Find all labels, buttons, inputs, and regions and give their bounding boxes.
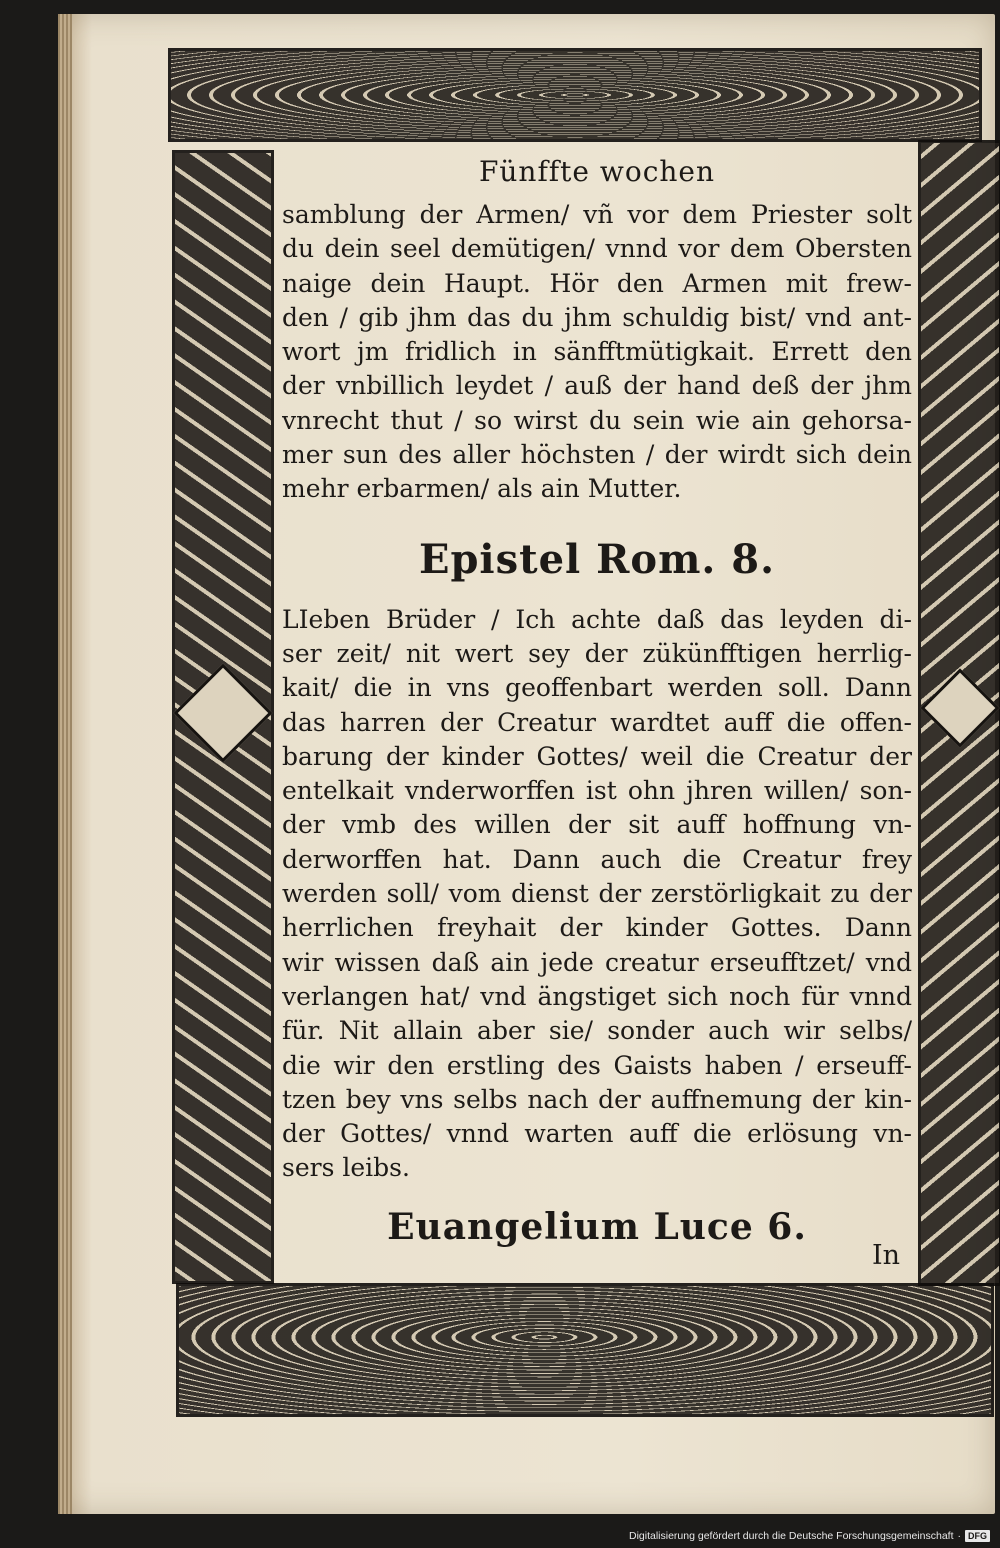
digitization-credit [629,1530,990,1542]
epistle-heading: Epistel Rom. 8. [418,535,776,583]
woodcut-border-bottom [176,1283,994,1417]
gospel-heading: Euangelium Luce 6. [387,1205,807,1248]
text-line: du dein seel demütigen/ vnnd vor dem Obersten [282,234,912,264]
credit-separator: · [957,1530,961,1542]
text-line: der vmb des willen der sit auff hoffnung vn- [282,810,912,840]
text-line: herrlichen freyhait der kinder Gottes. Dann [282,913,912,943]
text-line: wir wissen daß ain jede creatur erseufftzet/ vnd [282,947,912,977]
text-line: LIeben Brüder / Ich achte daß das leyden di- [282,604,912,634]
epistle-paragraph [282,603,912,1186]
text-line: mehr erbarmen/ als ain Mutter. [282,474,682,504]
text-line: vnrecht thut / so wirst du sein wie ain gehorsa- [282,405,912,435]
text-block [282,152,912,1262]
text-line: sers leibs. [282,1153,410,1183]
text-line: ser zeit/ nit wert sey der zükünfftigen herrlig- [282,638,912,668]
text-line: werden soll/ vom dienst der zerstörligkait zu der [282,879,912,909]
woodcut-border-top [168,48,982,142]
text-line: tzen bey vns selbs nach der auffnemung der kin- [282,1084,912,1114]
text-line: derworffen hat. Dann auch die Creatur frey [282,844,912,874]
text-line: wort jm fridlich in sänfftmütigkait. Errett den [282,337,912,367]
page-edge [58,14,72,1514]
text-line: kait/ die in vns geoffenbart werden soll. Dann [282,673,912,703]
text-line: entelkait vnderworffen ist ohn jhren willen/ son- [282,776,912,806]
text-line: den / gib jhm das du jhm schuldig bist/ vnd ant- [282,302,912,332]
text-line: die wir den erstling des Gaists haben / erseuff- [282,1050,912,1080]
credit-text: Digitalisierung gefördert durch die Deutsche Forschungsgemeinschaft [628,1530,954,1542]
text-line: der Gottes/ vnnd warten auff die erlösung vn- [282,1119,912,1149]
text-line: mer sun des aller höchsten / der wirdt sich dein [282,440,912,470]
text-line: barung der kinder Gottes/ weil die Creatur der [282,741,912,771]
text-line: verlangen hat/ vnd ängstiget sich noch für vnnd [282,981,912,1011]
text-line: samblung der Armen/ vñ vor dem Priester solt [282,200,912,229]
text-line: naige dein Haupt. Hör den Armen mit frew- [282,268,912,298]
text-line: der vnbillich leydet / auß der hand deß der jhm [282,371,912,401]
opening-paragraph [282,198,912,507]
running-head: Fünffte wochen [478,155,716,188]
catchword: In [872,1240,901,1271]
text-line: das harren der Creatur wardtet auff die offen- [282,707,912,737]
text-line: für. Nit allain aber sie/ sonder auch wir selbs/ [282,1016,912,1046]
dfg-logo: DFG [965,1530,990,1542]
